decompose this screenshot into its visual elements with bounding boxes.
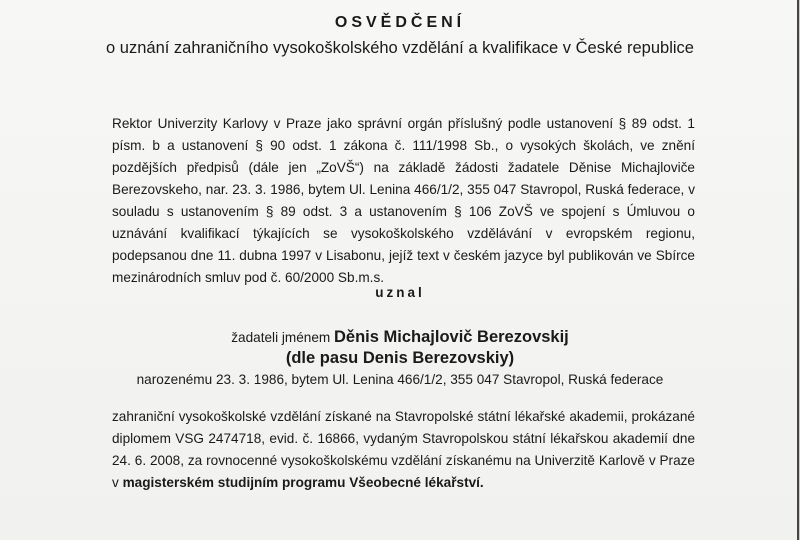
recipient-name: Děnis Michajlovič Berezovskij xyxy=(334,328,569,346)
passport-name: (dle pasu Denis Berezovskiy) xyxy=(285,349,515,367)
study-program-name: Všeobecné lékařství. xyxy=(349,475,484,490)
document-subtitle: o uznání zahraničního vysokoškolského vzdělání a kvalifikace v České republice xyxy=(106,39,694,57)
document-title: OSVĚDČENÍ xyxy=(334,14,466,31)
recognition-text: zahraniční vysokoškolské vzdělání získané na Stavropolské státní lékařské akademii, prokázané diplomem VSG 2474718, evid. č. 16866, vydaným Stavropolskou státní lékařskou akademií dne 24. 6. 2008, za rovnocenné vysokoškolskému vzdělání získanému na Univerzitě Karlově v Praze v xyxy=(112,409,695,490)
study-program-type: magisterském studijním programu xyxy=(122,475,346,490)
recipient-line xyxy=(0,328,800,347)
recognition-paragraph xyxy=(112,406,695,494)
recipient-prefix: žadateli jménem xyxy=(231,330,334,345)
decision-word: uznal xyxy=(375,285,425,300)
birth-and-address: narozenému 23. 3. 1986, bytem Ul. Lenina 466/1/2, 355 047 Stavropol, Ruská federace xyxy=(136,372,664,387)
intro-paragraph: Rektor Univerzity Karlovy v Praze jako správní orgán příslušný podle ustanovení § 89 odst. 1 písm. b a ustanovení § 90 odst. 1 zákona č. 111/1998 Sb., o vysokých školách, ve znění pozdějších předpisů (dále jen „ZoVŠ“) na základě žádosti žadatele Děnise Michajloviče Berezovskeho, nar. 23. 3. 1986, bytem Ul. Lenina 466/1/2, 355 047 Stavropol, Ruská federace, v souladu s ustanovením § 89 odst. 3 a ustanovením § 106 ZoVŠ ve spojení s Úmluvou o uznávání kvalifikací týkajících se vysokoškolského vzdělávání v evropském regionu, podepsanou dne 11. dubna 1997 v Lisabonu, jejíž text v českém jazyce byl publikován ve Sbírce mezinárodních smluv pod č. 60/2000 Sb.m.s. xyxy=(112,116,695,285)
